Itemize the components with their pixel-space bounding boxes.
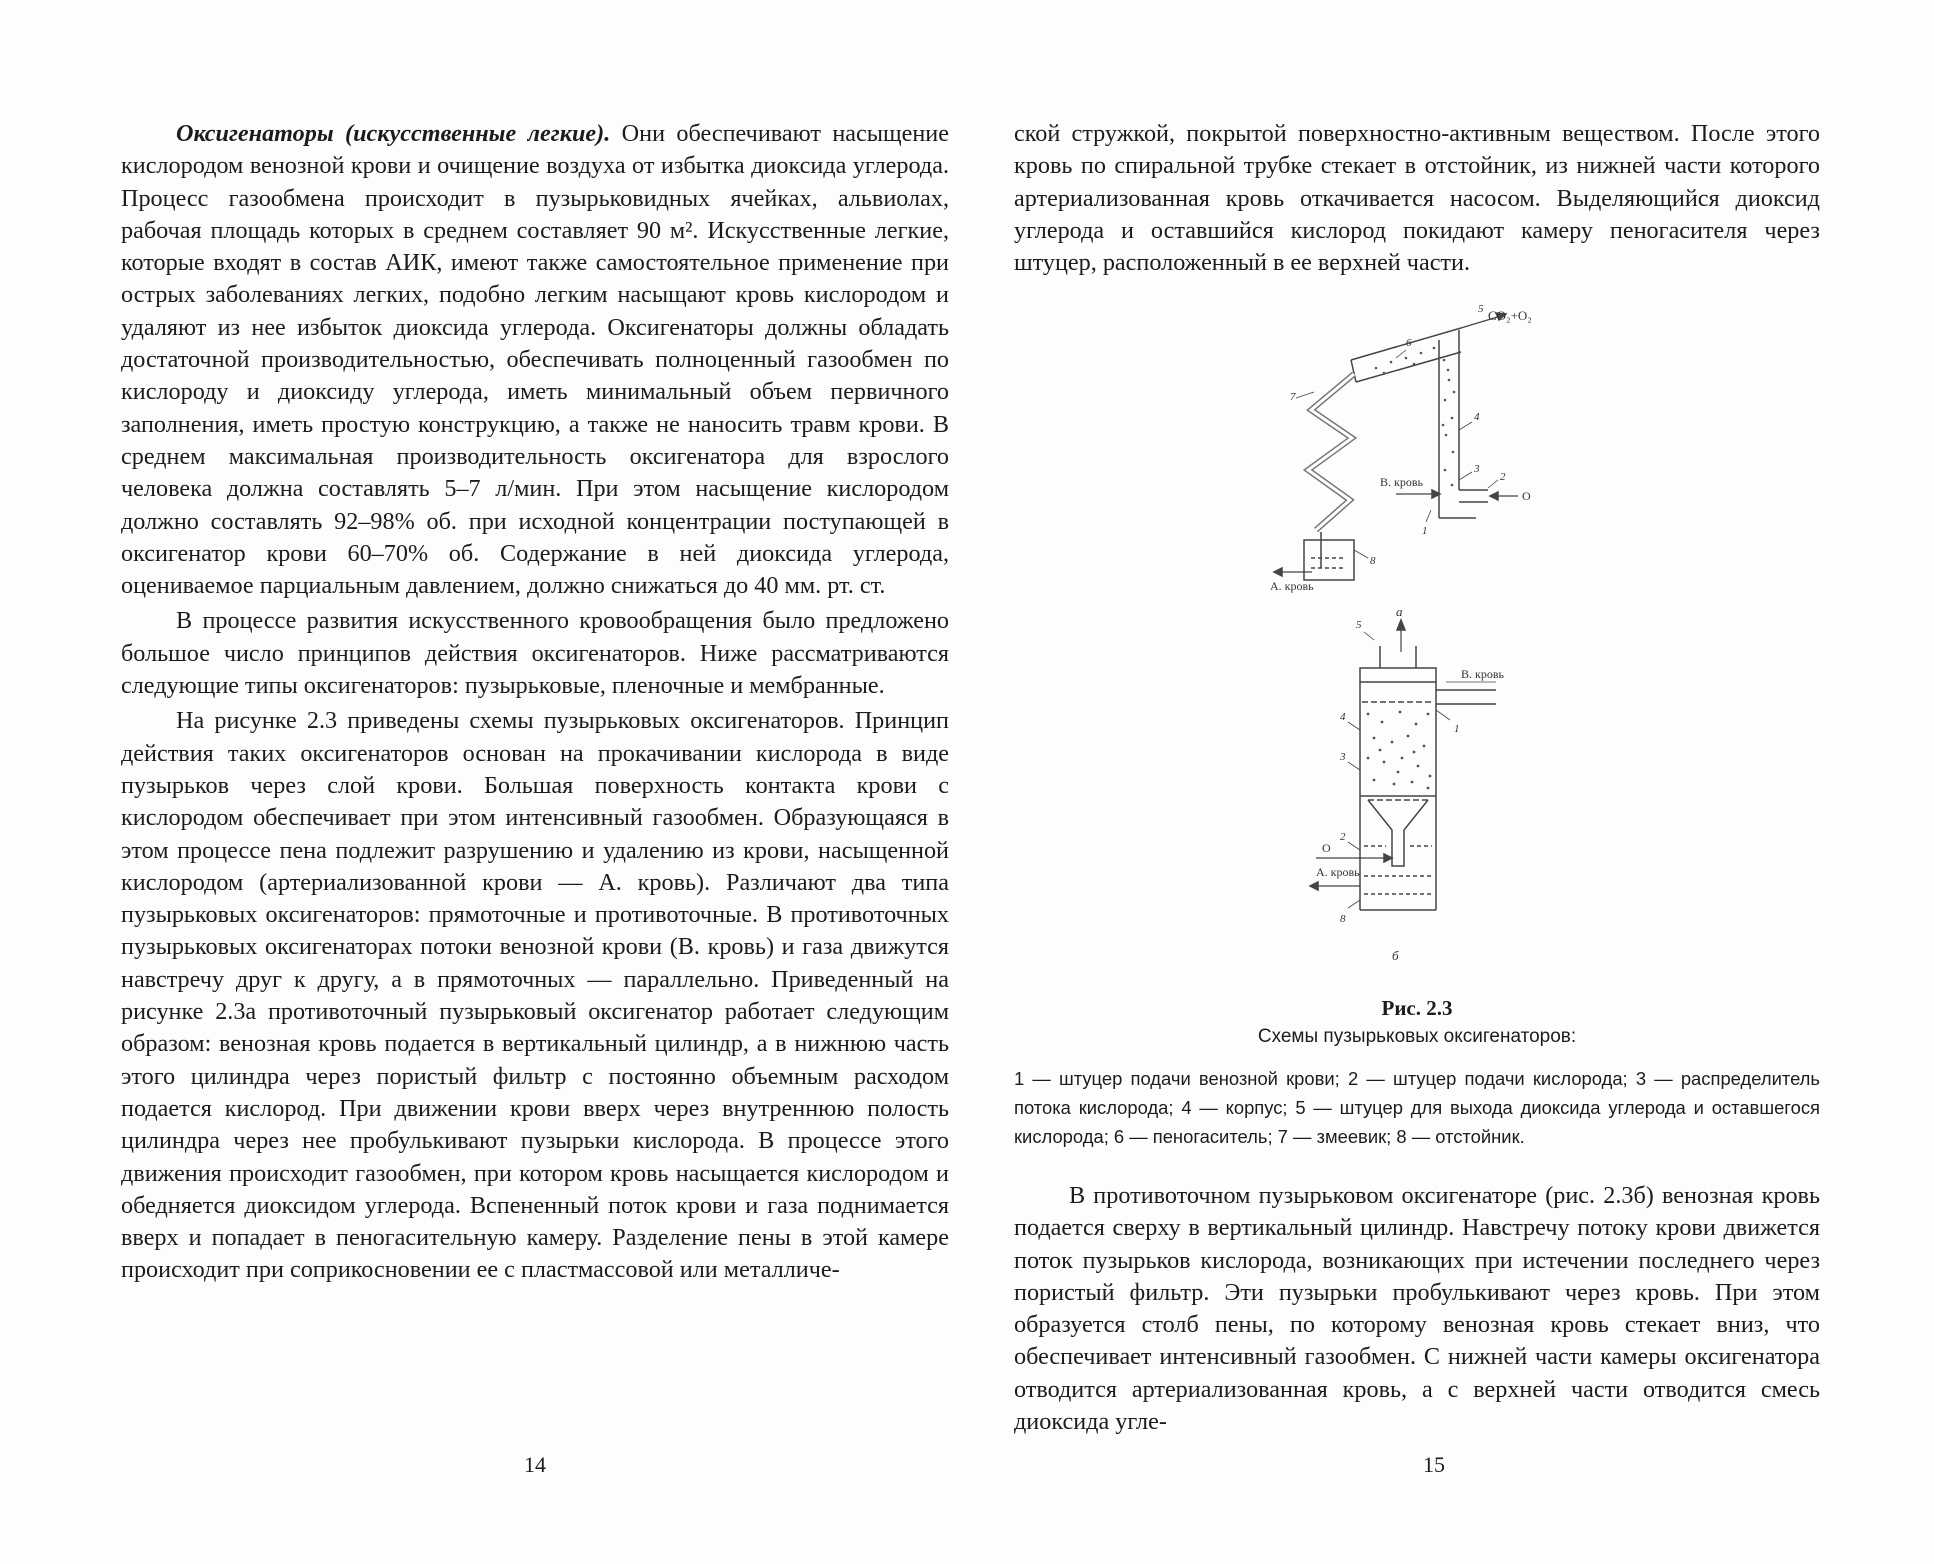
svg-text:3: 3: [1474, 463, 1480, 475]
left-text-column: [121, 118, 949, 1290]
svg-text:2: 2: [1340, 831, 1346, 843]
caption-a: а: [1396, 604, 1403, 619]
o-label-a: O: [1522, 489, 1531, 503]
svg-text:2: 2: [1500, 471, 1506, 483]
paragraph-bubble-oxygenators: На рисунке 2.3 приведены схемы пузырьковых оксигенаторов. Принцип действия таких оксигенаторов основан на прокачивании кислорода в виде пузырьков через слой крови. Большая поверхность контакта крови с кислородом обеспечивает при этом интенсивный газообмен. Образующаяся в этом процессе пена подлежит разрушению и удалению из крови, насыщенной кислородом (артериализованной крови — А. кровь). Различают два типа пузырьковых оксигенаторов: прямоточные и противоточные. В противоточных пузырьковых оксигенаторах потоки венозной крови (В. кровь) и газа движутся навстречу друг к другу, а в прямоточных — параллельно. Приведенный на рисунке 2.3а противоточный пузырьковый оксигенатор работает следующим образом: венозная кровь подается в вертикальный цилиндр, а в нижнюю часть этого цилиндра через пористый фильтр с постоянно объемным расходом подается кислород. При движении крови вверх через внутреннюю полость цилиндра через нее пробулькивают пузырьки кислорода. В процессе этого движения происходит газообмен, при котором кровь насыщается кислородом и обедняется диоксидом углерода. Вспененный поток крови и газа поднимается вверх и попадает в пеногасительную камеру. Разделение пены в этой камере происходит при соприкосновении ее с пластмассовой или металличе-: [121, 707, 949, 1284]
oxygenator-diagram: [1256, 303, 1676, 990]
paragraph-continuation: ской стружкой, покрытой поверхностно-активным веществом. После этого кровь по спиральной трубке стекает в отстойник, из нижней части которого артериализованная кровь откачивается насосом. Выделяющийся диоксид углерода и оставшийся кислород покидают камеру пеногасителя через штуцер, расположенный в ее верхней части.: [1014, 120, 1820, 277]
figure-legend: 1 — штуцер подачи венозной крови; 2 — штуцер подачи кислорода; 3 — распределитель потока кислорода; 4 — корпус; 5 — штуцер для выхода диоксида углерода и оставшегося кислорода; 6 — пеногаситель; 7 — змеевик; 8 — отстойник.: [1014, 1068, 1820, 1147]
paragraph-principles: В процессе развития искусственного кровообращения было предложено большое число принципов действия оксигенаторов. Ниже рассматриваются следующие типы оксигенаторов: пузырьковые, пленочные и мембранные.: [121, 607, 949, 700]
a-blood-label-a: А. кровь: [1270, 579, 1314, 593]
svg-text:7: 7: [1290, 391, 1296, 403]
svg-text:5: 5: [1478, 303, 1484, 315]
svg-text:1: 1: [1422, 525, 1428, 537]
svg-text:1: 1: [1454, 723, 1460, 735]
svg-text:4: 4: [1340, 711, 1346, 723]
paragraph-lead: Оксигенаторы (искусственные легкие).: [176, 120, 611, 147]
diagram-a: [1274, 313, 1518, 580]
foam-dots-b: [1367, 711, 1432, 790]
paragraph-counterflow: В противоточном пузырьковом оксигенаторе (рис. 2.3б) венозная кровь подается сверху в вертикальный цилиндр. Навстречу потоку крови движется поток пузырьков кислорода, возникающих при истечении последнего через пористый фильтр. Эти пузырьки пробулькивают через кровь. При этом образуется столб пены, по которому венозная кровь стекает вниз, что обеспечивает интенсивный газообмен. С нижней части камеры оксигенатора отводится артериализованная кровь, а с верхней части отводится смесь диоксида угле-: [1014, 1182, 1820, 1436]
foam-dots-a: [1375, 347, 1456, 487]
caption-b: б: [1392, 948, 1399, 963]
svg-text:5: 5: [1356, 619, 1362, 631]
svg-text:4: 4: [1474, 411, 1480, 423]
right-text-top: [1014, 118, 1820, 282]
svg-text:8: 8: [1370, 555, 1376, 567]
right-page: [966, 0, 1934, 1564]
co2-label: CO₂+O₂: [1488, 308, 1532, 323]
page-number: 14: [524, 1452, 546, 1477]
svg-text:3: 3: [1340, 751, 1346, 763]
svg-text:6: 6: [1406, 337, 1412, 349]
right-text-bottom: [1014, 1180, 1820, 1441]
v-blood-label-b: В. кровь: [1461, 667, 1504, 681]
o-label-b: O: [1322, 841, 1331, 855]
figure-subtitle: Схемы пузырьковых оксигенаторов:: [1257, 1026, 1577, 1047]
svg-text:8: 8: [1340, 913, 1346, 925]
a-blood-label-b: А. кровь: [1316, 865, 1360, 879]
paragraph-text: Они обеспечивают насыщение кислородом венозной крови и очищение воздуха от избытка диоксида углерода. Процесс газообмена происходит в пузырьковидных ячейках, альвиолах, рабочая площадь которых в среднем составляет 90 м². Искусственные легкие, которые входят в состав АИК, имеют также самостоятельное применение при острых заболеваниях легких, подобно легким насыщают кровь кислородом и удаляют из нее избыток диоксида углерода. Оксигенаторы должны обладать достаточной производительностью, обеспечивать полноценный газообмен по кислороду и диоксиду углерода, иметь минимальный объем первичного заполнения, иметь простую конструкцию, а также не наносить травм крови. В среднем максимальная производительность оксигенатора для взрослого человека должна составлять 5–7 л/мин. При этом насыщение кислородом должно составлять 92–98% об. при исходной концентрации поступающей в оксигенатор крови 60–70% об. Содержание в ней диоксида углерода, оцениваемое парциальным давлением, должно снижаться до 40 мм. рт. ст.: [121, 120, 949, 600]
paragraph-oxygenators: [121, 118, 949, 602]
figure-title: Рис. 2.3: [1381, 996, 1453, 1020]
v-blood-label-a: В. кровь: [1380, 475, 1423, 489]
page-number: 15: [1423, 1452, 1445, 1477]
left-page: [0, 0, 966, 1564]
